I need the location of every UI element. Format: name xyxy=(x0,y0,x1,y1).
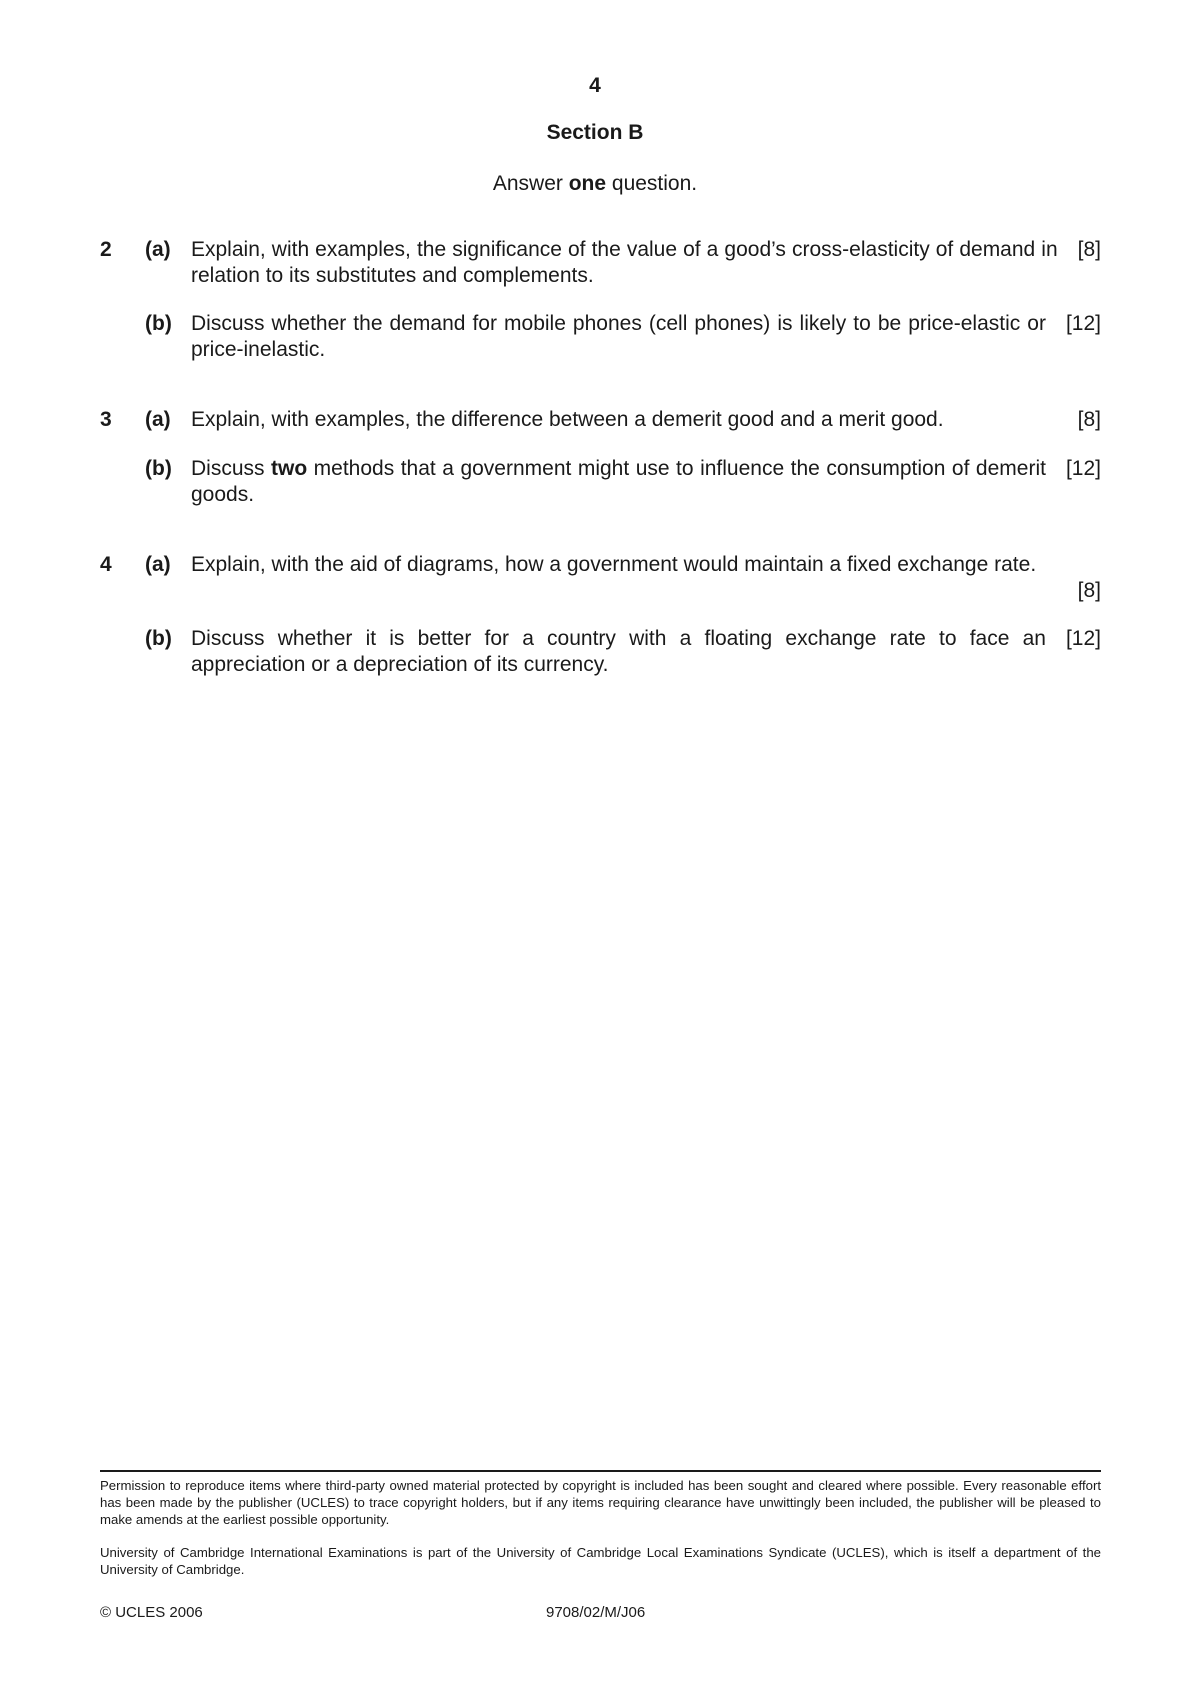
question-3-part-a xyxy=(100,407,1101,433)
part-text-body: Discuss whether it is better for a country with a floating exchange rate to face an appreciation or a depreciation of its currency. xyxy=(191,627,1046,676)
part-text xyxy=(191,237,1101,289)
part-label: (a) xyxy=(145,553,171,576)
part-label: (a) xyxy=(145,408,171,431)
instruction-post: question. xyxy=(606,172,698,195)
marks: [12] xyxy=(1065,312,1101,335)
question-4-part-b xyxy=(100,626,1101,678)
question-3-part-b xyxy=(100,456,1101,508)
marks: [8] xyxy=(1077,238,1101,261)
question-number: 2 xyxy=(100,238,112,261)
part-text xyxy=(191,311,1101,363)
paper-code: 9708/02/M/J06 xyxy=(546,1604,646,1621)
section-title: Section B xyxy=(546,121,644,144)
part-text xyxy=(191,552,1101,578)
marks: [8] xyxy=(1077,408,1101,431)
part-label: (b) xyxy=(145,627,172,650)
part-text xyxy=(191,626,1101,678)
part-text-post: methods that a government might use to influence the consumption of demerit goods. xyxy=(191,457,1046,506)
part-text xyxy=(191,456,1101,508)
part-text-pre: Discuss xyxy=(191,457,272,480)
question-2-part-b xyxy=(100,311,1101,363)
question-number: 3 xyxy=(100,408,112,431)
page-number: 4 xyxy=(589,74,601,97)
part-text-body: Explain, with examples, the difference between a demerit good and a merit good. xyxy=(191,408,944,431)
marks: [8] xyxy=(1077,579,1101,602)
part-text-emphasis: two xyxy=(271,457,308,480)
marks: [12] xyxy=(1065,457,1101,480)
footer-ucles-note: University of Cambridge International Examinations is part of the University of Cambridge Local Examinations Syndicate (UCLES), which is itself a department of the University of Cambridge. xyxy=(100,1545,1101,1577)
copyright: © UCLES 2006 xyxy=(100,1604,203,1621)
part-label: (a) xyxy=(145,238,171,261)
question-number: 4 xyxy=(100,553,112,576)
question-2-part-a xyxy=(100,237,1101,289)
instruction-emphasis: one xyxy=(568,172,607,195)
instruction-pre: Answer xyxy=(492,172,569,195)
part-text xyxy=(191,407,1101,433)
part-text-body: Explain, with the aid of diagrams, how a government would maintain a fixed exchange rate. xyxy=(191,553,1037,576)
marks: [12] xyxy=(1065,627,1101,650)
part-label: (b) xyxy=(145,312,172,335)
part-text-body: Discuss whether the demand for mobile phones (cell phones) is likely to be price-elastic or price-inelastic. xyxy=(191,312,1046,361)
part-label: (b) xyxy=(145,457,172,480)
footer-divider xyxy=(100,1470,1101,1472)
instruction xyxy=(0,172,1190,196)
footer-permission: Permission to reproduce items where third-party owned material protected by copyright is included has been sought and cleared where possible. Every reasonable effort has been made by the publisher (UCLES) to trace copyright holders, but if any items requiring clearance have unwittingly been included, the publisher will be pleased to make amends at the earliest possible opportunity. xyxy=(100,1478,1101,1527)
question-4-part-a xyxy=(100,552,1101,604)
part-text-body: Explain, with examples, the significance of the value of a good’s cross-elasticity of demand in relation to its substitutes and complements. xyxy=(191,238,1058,287)
